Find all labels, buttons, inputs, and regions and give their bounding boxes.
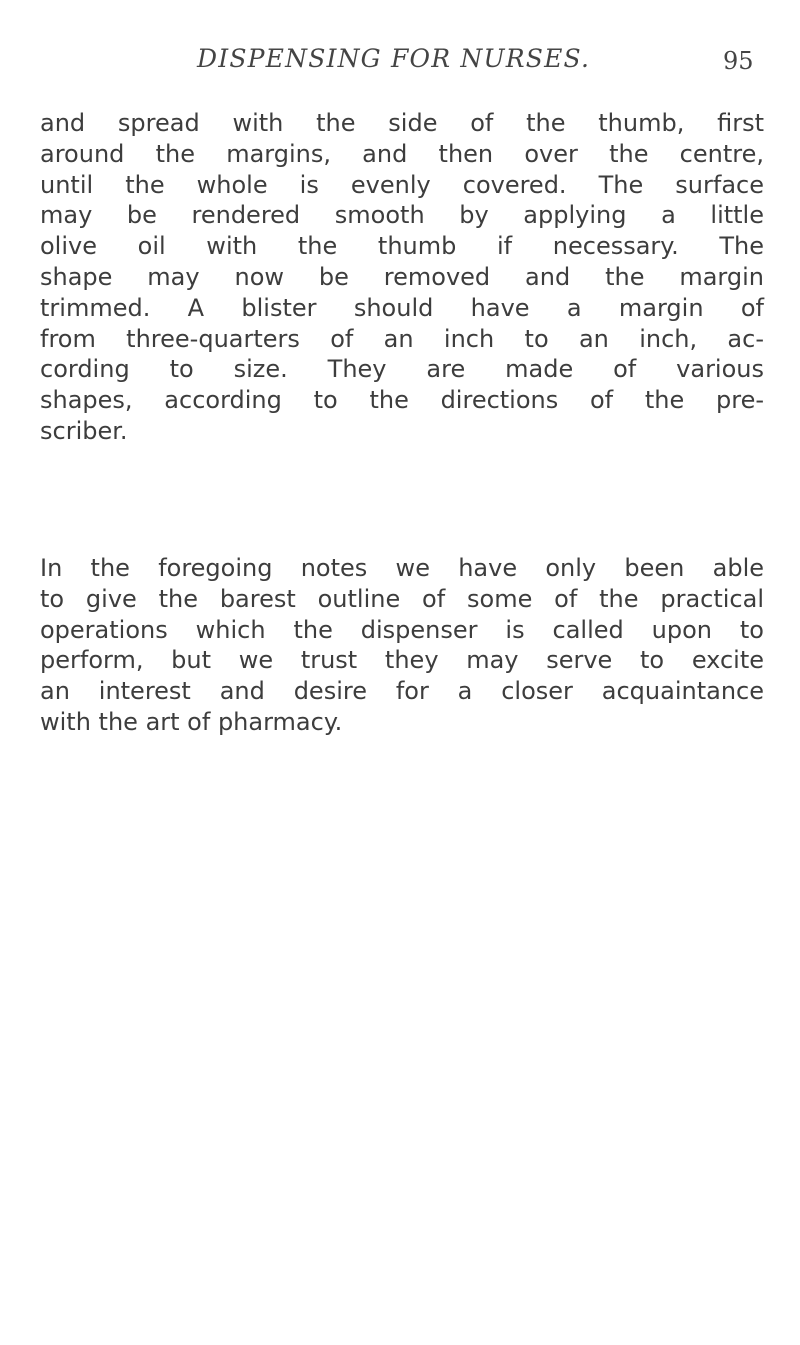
text-line: olive oil with the thumb if necessary. The	[40, 232, 764, 261]
text-line: trimmed. A blister should have a margin of	[40, 293, 764, 322]
text-line: around the margins, and then over the centre,	[40, 139, 764, 168]
paragraph-blister-instructions	[40, 108, 764, 447]
text-line: until the whole is evenly covered. The surface	[40, 170, 764, 199]
running-head: DISPENSING FOR NURSES.	[197, 44, 591, 73]
paragraph-closing-remarks	[40, 553, 764, 738]
text-line: from three-quarters of an inch to an inch, ac-	[40, 324, 764, 353]
text-line: shape may now be removed and the margin	[40, 262, 764, 291]
text-line: operations which the dispenser is called upon to	[40, 615, 764, 644]
text-line: shapes, according to the directions of the pre-	[40, 386, 764, 415]
text-line: In the foregoing notes we have only been able	[40, 554, 764, 582]
text-line: scriber.	[40, 416, 128, 445]
text-line: and spread with the side of the thumb, first	[40, 109, 764, 137]
text-line: perform, but we trust they may serve to excite	[40, 646, 764, 675]
text-line: may be rendered smooth by applying a little	[40, 201, 764, 230]
text-line: with the art of pharmacy.	[40, 707, 343, 736]
text-line: an interest and desire for a closer acquaintance	[40, 677, 764, 706]
page-number: 95	[723, 47, 754, 75]
text-line: to give the barest outline of some of the practical	[40, 584, 764, 613]
text-line: cording to size. They are made of various	[40, 355, 764, 384]
